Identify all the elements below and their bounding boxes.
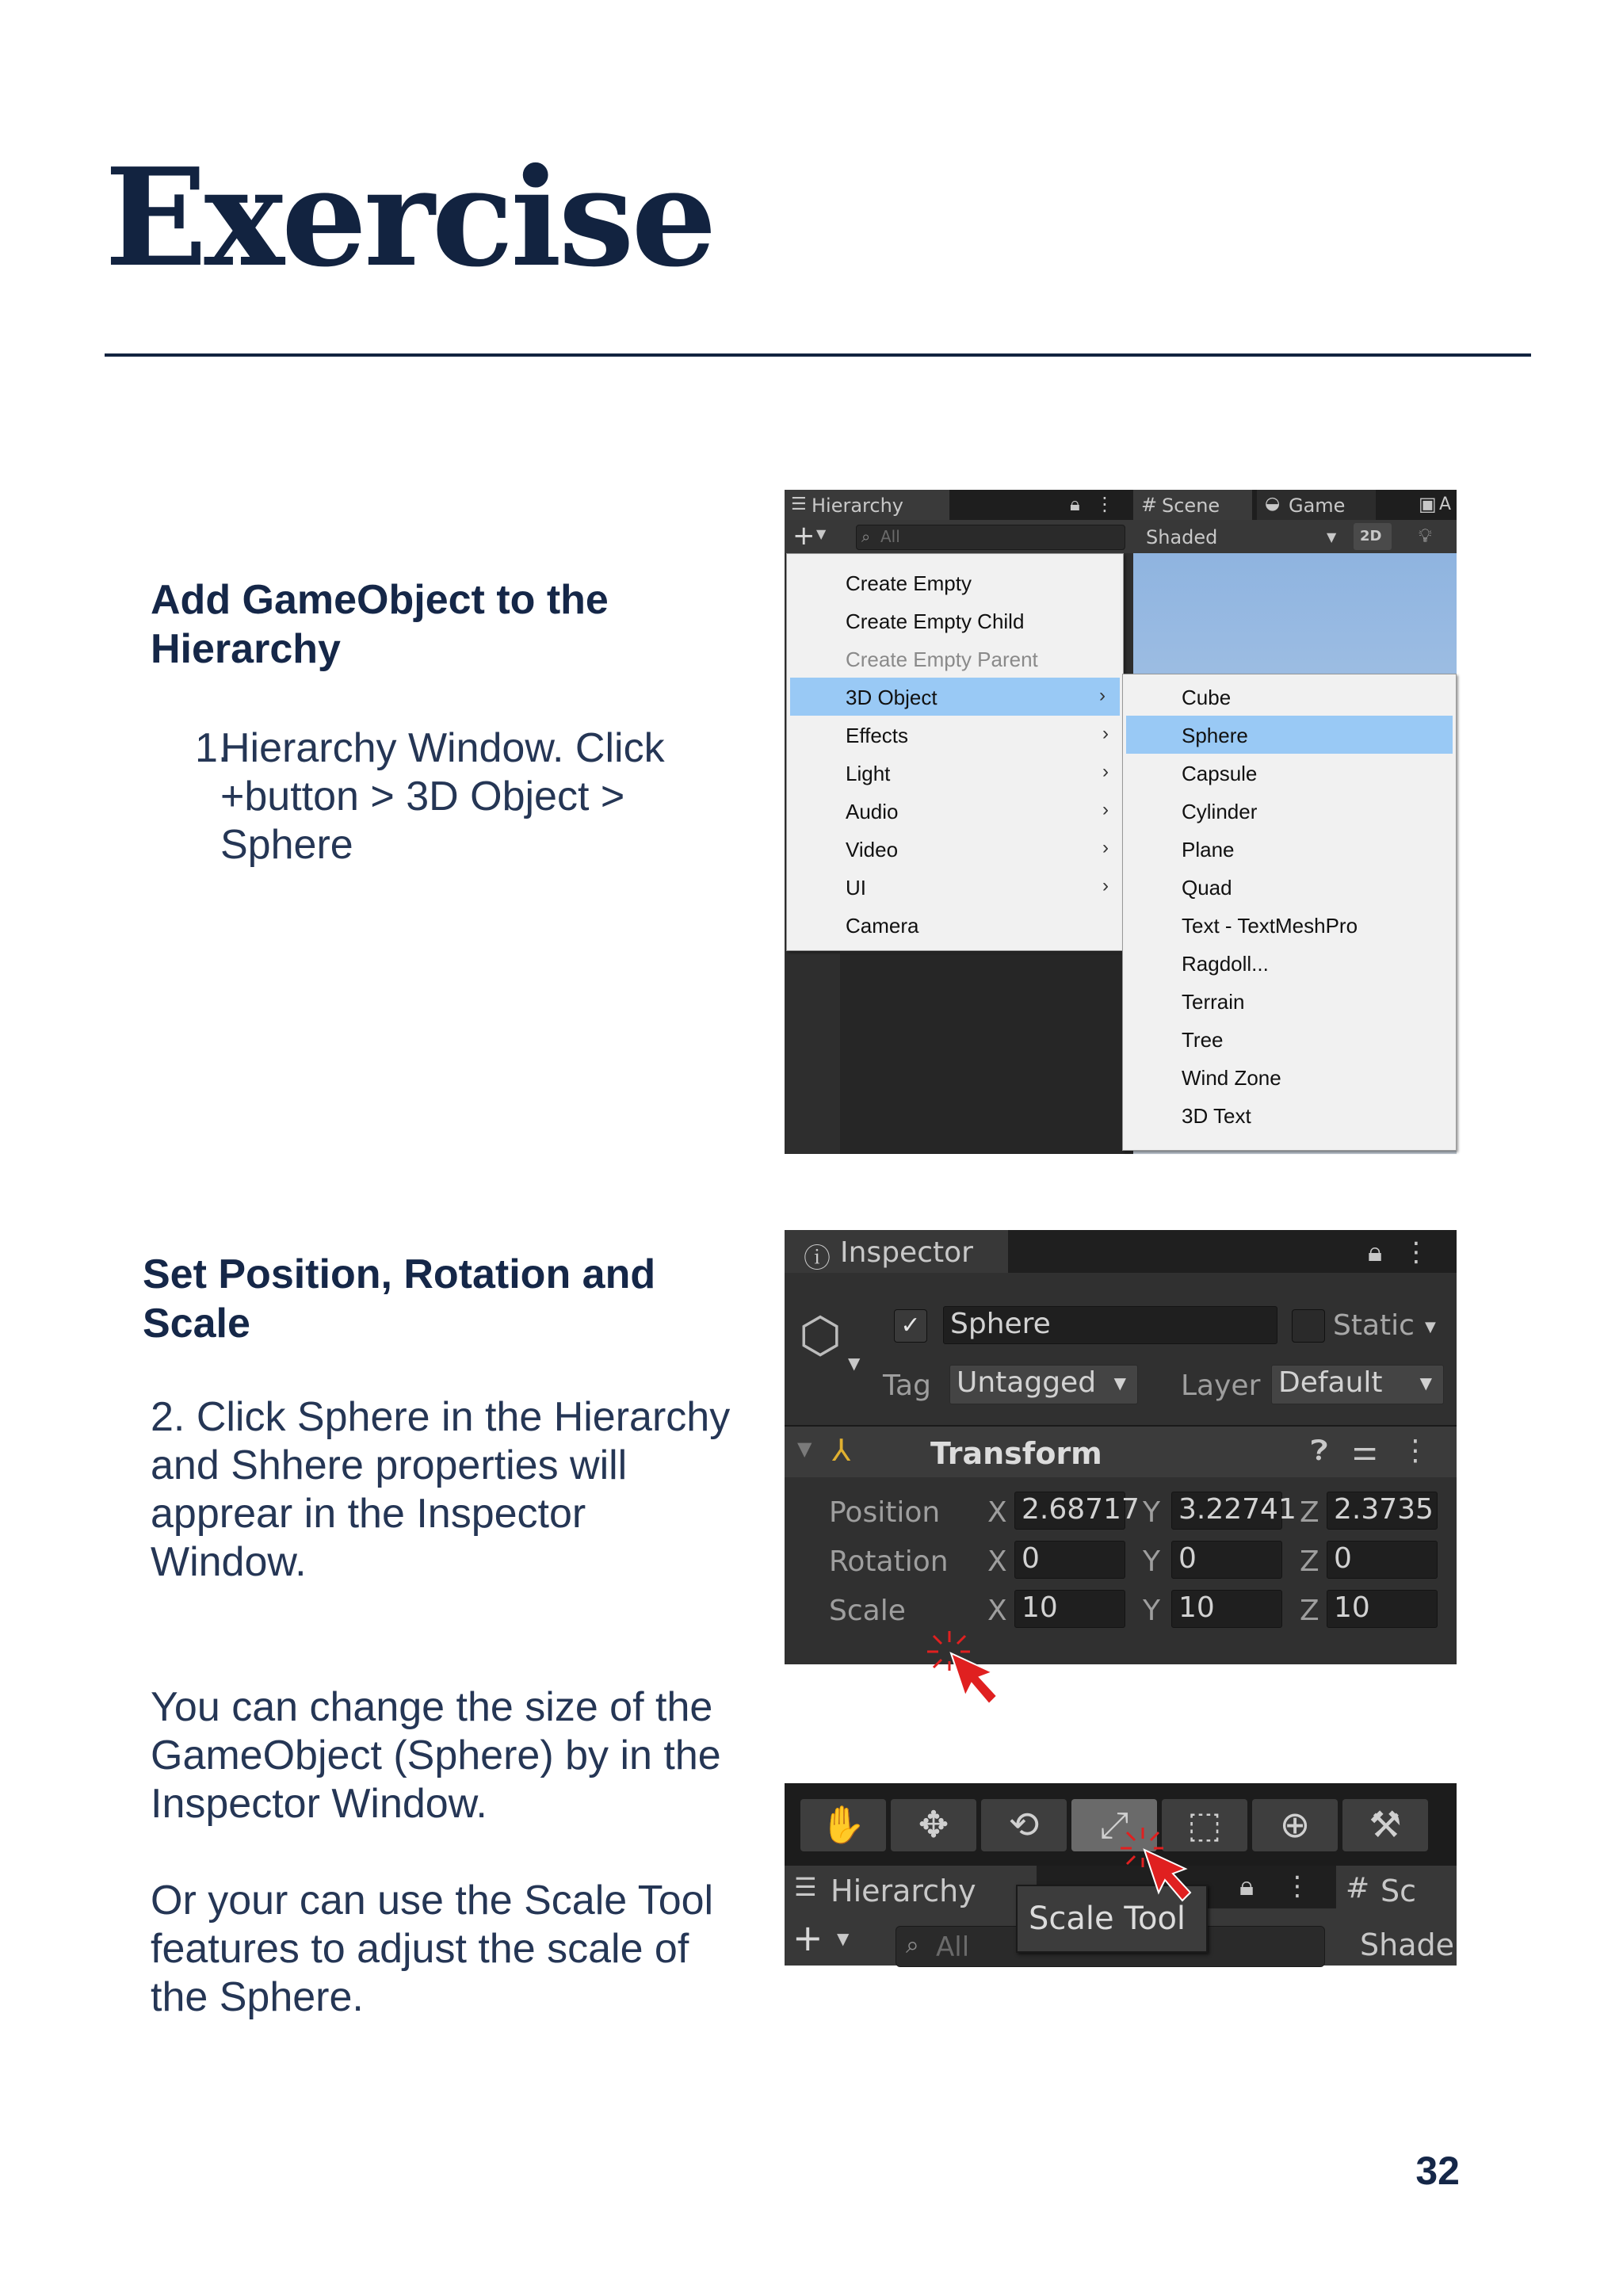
tab-hierarchy-label: Hierarchy <box>831 1874 976 1908</box>
submenu-item-quad[interactable] <box>1123 868 1456 906</box>
chevron-right-icon: › <box>1102 799 1109 820</box>
tooltip-text: Scale Tool <box>1029 1901 1186 1937</box>
submenu-item-cylinder[interactable] <box>1123 792 1456 830</box>
submenu-item-tree[interactable] <box>1123 1020 1456 1058</box>
section1-step-line-2: +button > 3D Object > <box>220 774 625 819</box>
add-button[interactable]: + <box>792 520 815 552</box>
section1-heading: Add GameObject to the Hierarchy <box>151 577 609 672</box>
rect-icon: ⬚ <box>1187 1803 1222 1846</box>
menu-item-effects[interactable] <box>787 716 1123 754</box>
object-name-field[interactable]: Sphere <box>943 1306 1277 1344</box>
menu-item-label: Effects <box>846 724 909 747</box>
inspector-screenshot <box>785 1230 1457 1664</box>
kebab-menu-icon[interactable]: ⋮ <box>1401 1435 1430 1467</box>
help-icon[interactable]: ❓︎ <box>1311 1435 1328 1467</box>
menu-item-label: Terrain <box>1182 990 1245 1014</box>
section2-note-scale-tool: Or your can use the Scale Tool features to adjust the scale of the Sphere. <box>151 1878 714 2020</box>
position-label: Position <box>829 1496 941 1529</box>
menu-item-create-empty-parent <box>787 640 1123 678</box>
submenu-item-capsule[interactable] <box>1123 754 1456 792</box>
active-checkbox[interactable]: ✓ <box>894 1309 927 1343</box>
axis-y-label: Y <box>1143 1496 1160 1529</box>
rotation-label: Rotation <box>829 1545 949 1578</box>
transform-icon: ⊕ <box>1279 1803 1311 1846</box>
scale-icon: ⤢ <box>1099 1803 1129 1846</box>
lock-icon[interactable]: 🔒︎ <box>1070 493 1080 515</box>
menu-item-label: Camera <box>846 914 919 938</box>
scale-z-field[interactable]: 10 <box>1327 1590 1438 1628</box>
menu-item-label: Wind Zone <box>1182 1066 1281 1090</box>
page-title: Exercise <box>105 139 714 297</box>
menu-item-video[interactable] <box>787 830 1123 868</box>
axis-x-label: X <box>987 1595 1007 1627</box>
section2-note-inspector: You can change the size of the GameObject (Sphere) by in the Inspector Window. <box>151 1684 721 1827</box>
info-icon: ⓘ <box>804 1243 831 1274</box>
axis-x-label: X <box>987 1496 1007 1529</box>
submenu-item-sphere[interactable] <box>1126 716 1453 754</box>
menu-item-label: Cylinder <box>1182 800 1258 823</box>
lighting-icon[interactable]: 💡︎ <box>1419 525 1432 547</box>
layer-dropdown[interactable] <box>1271 1365 1444 1404</box>
menu-item-label: Quad <box>1182 876 1232 900</box>
chevron-right-icon: › <box>1102 875 1109 896</box>
submenu-item-plane[interactable] <box>1123 830 1456 868</box>
tag-value: Untagged <box>957 1366 1097 1399</box>
axis-y-label: Y <box>1143 1545 1160 1578</box>
page-number: 32 <box>1415 2149 1460 2193</box>
rotation-z-field[interactable]: 0 <box>1327 1541 1438 1579</box>
menu-item-label: Text - TextMeshPro <box>1182 914 1358 938</box>
menu-item-label: Sphere <box>1182 724 1248 747</box>
gamepad-icon: ◒ <box>1265 494 1281 514</box>
menu-item-label: UI <box>846 876 866 900</box>
tab-scene-label: Sc <box>1381 1874 1417 1908</box>
click-cursor-icon <box>1108 1823 1211 1918</box>
shading-mode-dropdown[interactable]: Shade <box>1360 1927 1454 1962</box>
create-menu <box>786 553 1124 951</box>
search-icon: ⌕ <box>861 527 871 546</box>
menu-item-label: Create Empty <box>846 571 972 595</box>
menu-item-camera[interactable] <box>787 906 1123 944</box>
transform-title: Transform <box>930 1436 1102 1471</box>
kebab-menu-icon[interactable]: ⋮ <box>1095 493 1114 515</box>
search-input[interactable] <box>856 525 1125 550</box>
title-divider <box>105 353 1531 357</box>
list-icon: ☰ <box>791 495 807 514</box>
menu-item-light[interactable] <box>787 754 1123 792</box>
axis-z-label: Z <box>1300 1545 1319 1578</box>
menu-item-label: Plane <box>1182 838 1235 861</box>
transform-tool-button[interactable] <box>1252 1799 1338 1851</box>
menu-item-3d-object[interactable] <box>790 678 1120 716</box>
section1-step-number: 1. <box>195 725 230 771</box>
custom-tools-button[interactable] <box>1342 1799 1428 1851</box>
add-button[interactable]: + <box>792 1916 823 1959</box>
tab-hierarchy[interactable] <box>785 1866 1037 1908</box>
search-placeholder: All <box>936 1931 970 1963</box>
chevron-down-icon[interactable]: ▼ <box>816 526 827 541</box>
tab-scene[interactable] <box>1336 1866 1457 1908</box>
hierarchy-create-menu-screenshot <box>785 490 1457 1154</box>
click-cursor-icon <box>919 1625 1006 1712</box>
tab-clipped-label: A <box>1439 495 1452 514</box>
lock-icon[interactable]: 🔒︎ <box>1239 1870 1254 1902</box>
chevron-right-icon: › <box>1102 837 1109 858</box>
menu-item-label: 3D Object <box>846 686 938 709</box>
menu-item-ui[interactable] <box>787 868 1123 906</box>
menu-item-label: Capsule <box>1182 762 1258 785</box>
shading-mode-dropdown[interactable]: Shaded <box>1146 526 1218 548</box>
menu-item-label: 3D Text <box>1182 1104 1251 1128</box>
chevron-right-icon: › <box>1102 723 1109 744</box>
hand-tool-button[interactable] <box>800 1799 886 1851</box>
rotation-x-field[interactable]: 0 <box>1014 1541 1125 1579</box>
lock-icon[interactable]: 🔒︎ <box>1368 1236 1383 1268</box>
menu-item-label: Cube <box>1182 686 1232 709</box>
submenu-item-text-textmeshpro[interactable] <box>1123 906 1456 944</box>
transform-icon: ⅄ <box>832 1433 851 1468</box>
position-y-field[interactable]: 3.22741 <box>1171 1492 1282 1530</box>
axis-x-label: X <box>987 1545 1007 1578</box>
tab-inspector-label: Inspector <box>840 1236 973 1269</box>
submenu-item-terrain[interactable] <box>1123 982 1456 1020</box>
rotate-icon: ⟲ <box>1008 1803 1040 1846</box>
3d-object-submenu <box>1122 674 1457 1151</box>
menu-item-create-empty-child[interactable] <box>787 602 1123 640</box>
move-tool-button[interactable] <box>891 1799 976 1851</box>
shading-dropdown-arrow-icon[interactable]: ▼ <box>1327 529 1337 544</box>
scale-label: Scale <box>829 1595 906 1627</box>
chevron-right-icon: › <box>1099 685 1106 706</box>
foldout-arrow-icon[interactable]: ▼ <box>797 1438 812 1460</box>
list-icon: ☰ <box>794 1872 817 1902</box>
chevron-down-icon[interactable]: ▼ <box>837 1929 850 1948</box>
cube-icon: ⬡ <box>799 1306 842 1364</box>
section1-step-line-3: Sphere <box>220 822 353 868</box>
section2-heading: Set Position, Rotation and Scale <box>143 1251 656 1347</box>
menu-item-label: Tree <box>1182 1028 1224 1052</box>
hierarchy-empty-area <box>840 953 1133 1154</box>
submenu-item-3d-text[interactable] <box>1123 1096 1456 1134</box>
layer-value: Default <box>1278 1366 1383 1399</box>
static-dropdown-arrow-icon[interactable]: ▼ <box>1425 1319 1436 1335</box>
preset-icon[interactable]: ⚌ <box>1352 1435 1378 1467</box>
search-icon: ⌕ <box>906 1931 919 1959</box>
2d-toggle-label: 2D <box>1360 528 1382 544</box>
tag-label: Tag <box>883 1370 931 1402</box>
tab-game[interactable] <box>1257 490 1376 520</box>
tag-dropdown[interactable] <box>949 1365 1138 1404</box>
tab-hierarchy[interactable] <box>785 490 949 520</box>
axis-z-label: Z <box>1300 1595 1319 1627</box>
axis-y-label: Y <box>1143 1595 1160 1627</box>
menu-item-label: Light <box>846 762 891 785</box>
chevron-down-icon[interactable]: ▼ <box>848 1354 861 1373</box>
submenu-item-ragdoll[interactable] <box>1123 944 1456 982</box>
menu-item-label: Ragdoll... <box>1182 952 1269 976</box>
scene-icon: # <box>1346 1872 1370 1904</box>
menu-item-label: Audio <box>846 800 899 823</box>
menu-item-label: Create Empty Child <box>846 609 1025 633</box>
static-checkbox[interactable] <box>1292 1309 1325 1343</box>
position-z-field[interactable]: 2.3735 <box>1327 1492 1438 1530</box>
menu-item-label: Create Empty Parent <box>846 648 1038 671</box>
layer-label: Layer <box>1181 1370 1261 1402</box>
submenu-item-cube[interactable] <box>1123 678 1456 716</box>
menu-item-create-empty[interactable] <box>787 563 1123 602</box>
rotate-tool-button[interactable] <box>981 1799 1067 1851</box>
menu-item-label: Video <box>846 838 899 861</box>
scale-x-field[interactable]: 10 <box>1014 1590 1125 1628</box>
tools-icon: ⚒ <box>1369 1803 1402 1846</box>
scene-icon: # <box>1141 494 1158 516</box>
rotation-y-field[interactable]: 0 <box>1171 1541 1282 1579</box>
chevron-down-icon: ▼ <box>1419 1373 1432 1392</box>
chevron-right-icon: › <box>1102 761 1109 782</box>
submenu-item-wind-zone[interactable] <box>1123 1058 1456 1096</box>
axis-z-label: Z <box>1300 1496 1319 1529</box>
position-x-field[interactable]: 2.68717 <box>1014 1492 1125 1530</box>
menu-item-audio[interactable] <box>787 792 1123 830</box>
scale-y-field[interactable]: 10 <box>1171 1590 1282 1628</box>
kebab-menu-icon[interactable]: ⋮ <box>1284 1870 1311 1902</box>
section2-step-text: 2. Click Sphere in the Hierarchy and Shhere properties will apprear in the Inspector Window. <box>151 1394 731 1585</box>
tab-scene[interactable] <box>1133 490 1252 520</box>
section1-step-line-1: Hierarchy Window. Click <box>220 725 665 771</box>
tab-scene-label: Scene <box>1162 495 1220 517</box>
kebab-menu-icon[interactable]: ⋮ <box>1403 1236 1430 1268</box>
move-icon: ✥ <box>918 1803 949 1846</box>
tab-hierarchy-label: Hierarchy <box>812 495 904 517</box>
static-label: Static <box>1333 1309 1415 1342</box>
chevron-down-icon: ▼ <box>1113 1373 1126 1392</box>
tab-inspector[interactable] <box>785 1230 1008 1273</box>
search-placeholder: All <box>880 527 900 546</box>
tab-game-label: Game <box>1289 495 1346 517</box>
asset-store-icon[interactable]: ▣ <box>1419 493 1437 515</box>
2d-toggle[interactable] <box>1354 523 1392 550</box>
hand-icon: ✋ <box>820 1803 866 1846</box>
